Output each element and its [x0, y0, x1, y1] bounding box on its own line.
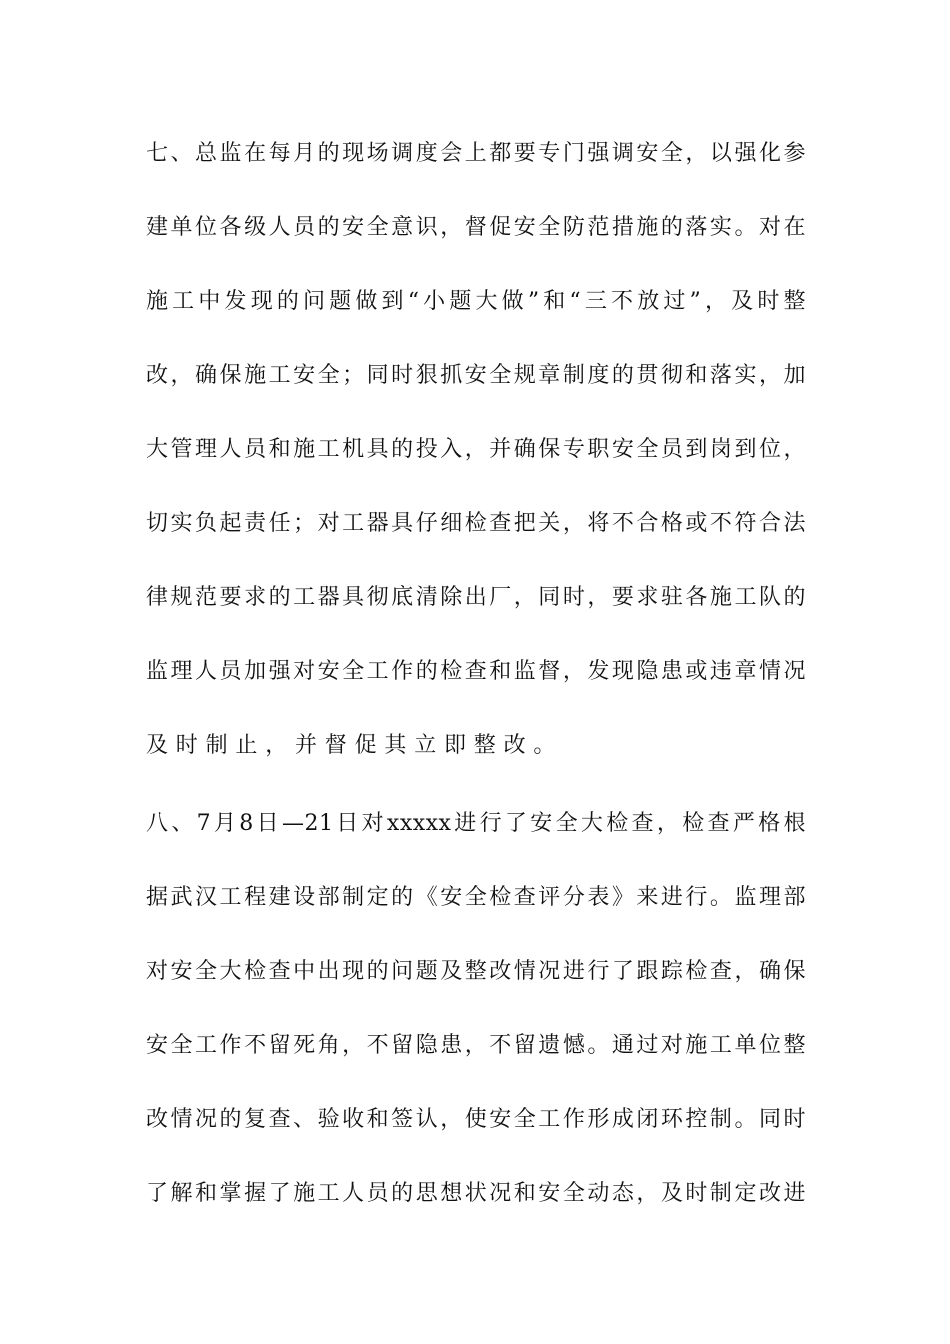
paragraph-line: 监理人员加强对安全工作的检查和监督，发现隐患或违章情况	[146, 659, 806, 684]
paragraph-line: 安全工作不留死角，不留隐患，不留遗憾。通过对施工单位整	[146, 1033, 806, 1058]
paragraph-line: 了解和掌握了施工人员的思想状况和安全动态，及时制定改进	[146, 1181, 806, 1206]
paragraph-line: 及时制止，并督促其立即整改。	[146, 733, 564, 758]
paragraph-line: 建单位各级人员的安全意识，督促安全防范措施的落实。对在	[146, 215, 806, 240]
paragraph-line: 对安全大检查中出现的问题及整改情况进行了跟踪检查，确保	[146, 959, 806, 984]
paragraph-line: 七、总监在每月的现场调度会上都要专门强调安全，以强化参	[146, 141, 806, 166]
paragraph-line: 改情况的复查、验收和签认，使安全工作形成闭环控制。同时	[146, 1107, 806, 1132]
paragraph-line: 切实负起责任；对工器具仔细检查把关，将不合格或不符合法	[146, 511, 806, 536]
paragraph-line: 改，确保施工安全；同时狠抓安全规章制度的贯彻和落实，加	[146, 363, 806, 388]
paragraph-line: 律规范要求的工器具彻底清除出厂，同时，要求驻各施工队的	[146, 585, 806, 610]
paragraph-line: 据武汉工程建设部制定的《安全检查评分表》来进行。监理部	[146, 885, 806, 910]
paragraph-line: 八、7月8日—21日对xxxxx进行了安全大检查，检查严格根	[146, 811, 806, 836]
paragraph-line: 大管理人员和施工机具的投入，并确保专职安全员到岗到位，	[146, 437, 806, 462]
paragraph-line: 施工中发现的问题做到“小题大做”和“三不放过”，及时整	[146, 289, 806, 314]
